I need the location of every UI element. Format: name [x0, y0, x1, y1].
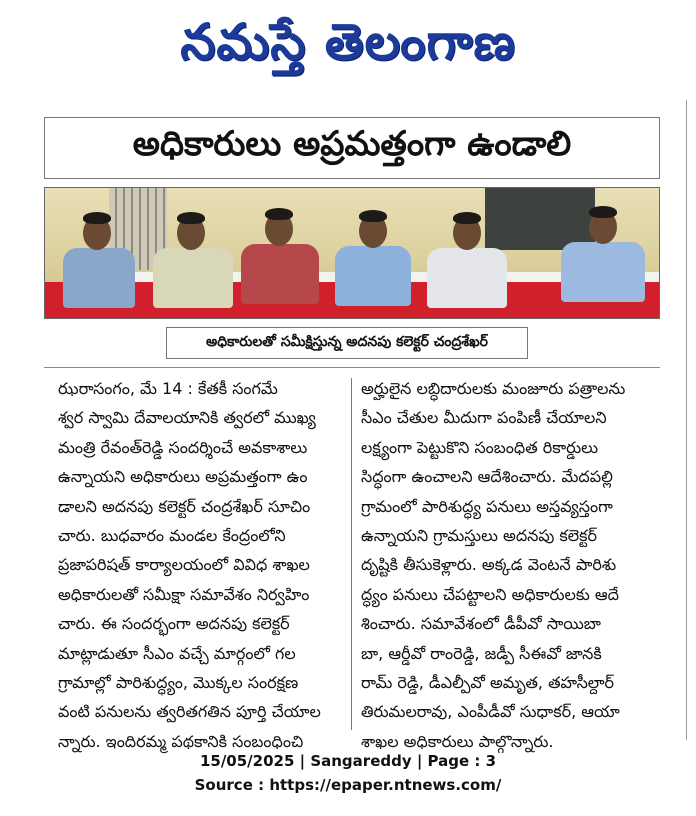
left-text-column [58, 374, 340, 756]
page-edge-rule [686, 100, 687, 740]
article-text-line: గ్రామాల్లో పారిశుద్ధ్యం, మొక్కల సంరక్షణ [58, 673, 299, 693]
article-text-line: చారు. ఈ సందర్భంగా అదనపు కలెక్టర్ [58, 614, 290, 634]
article-text-line: శించారు. సమావేశంలో డీపీవో సాయిబా [361, 614, 601, 634]
article-text-line: ఉన్నాయని గ్రామస్తులు అదనపు కలెక్టర్ [361, 526, 597, 546]
article-text-line: చారు. బుధవారం మండల కేంద్రంలోని [58, 526, 286, 546]
article-text-line: మాట్లాడుతూ సీఎం వచ్చే మార్గంలో గల [58, 643, 296, 663]
article-text-line: న్నారు. ఇందిరమ్మ పథకానికి సంబంధించి [58, 731, 304, 751]
article-text-line: గ్రామంలో పారిశుద్ధ్య పనులు అస్తవ్యస్తంగా [361, 496, 613, 516]
photo-board [485, 188, 595, 250]
article-text-line: శ్వర స్వామి దేవాలయానికి త్వరలో ముఖ్య [58, 408, 316, 428]
source-line: Source : https://epaper.ntnews.com/ [194, 776, 502, 794]
column-rule [351, 378, 352, 730]
article-text-line: సిద్ధంగా ఉంచాలని ఆదేశించారు. మేదపల్లి [361, 467, 613, 487]
photo-caption-box [166, 327, 528, 359]
article-text-line: రామ్ రెడ్డి, డీఎల్పీవో అమృత, తహసీల్దార్ [361, 673, 615, 693]
article-text-line: ద్ధ్యం పనులు చేపట్టాలని అధికారులకు ఆదే [361, 584, 619, 604]
photo-caption: అధికారులతో సమీక్షిస్తున్న అదనపు కలెక్టర్ చంద్రశేఖర్ [206, 333, 488, 350]
article-text-line: సీఎం చేతుల మీదుగా పంపిణీ చేయాలని [361, 408, 607, 428]
edition-line: 15/05/2025 | Sangareddy | Page : 3 [199, 752, 497, 770]
article-text-line: ఝరాసంగం, మే 14 : కేతకీ సంగమే [58, 379, 278, 398]
meeting-photo [44, 187, 660, 319]
article-text-line: దృష్టికి తీసుకెళ్లారు. అక్కడ వెంటనే పారిశు [361, 555, 617, 575]
article-text-line: వంటి పనులను త్వరితగతిన పూర్తి చేయాల [58, 702, 321, 722]
article-text-line: డాలని అదనపు కలెక్టర్ చంద్రశేఖర్ సూచిం [58, 496, 311, 516]
article-text-line: లక్ష్యంగా పెట్టుకొని సంబంధిత రికార్డులు [361, 437, 599, 457]
newspaper-masthead: నమస్తే తెలంగాణ [180, 13, 516, 71]
article-text-line: శాఖల అధికారులు పాల్గొన్నారు. [361, 731, 554, 751]
headline-box [44, 117, 660, 179]
article-headline: అధికారులు అప్రమత్తంగా ఉండాలి [132, 124, 572, 164]
article-text-line: ప్రజాపరిషత్ కార్యాలయంలో వివిధ శాఖల [58, 555, 310, 575]
article-text-line: ఉన్నాయని అధికారులు అప్రమత్తంగా ఉం [58, 467, 308, 487]
article-text-line: అధికారులతో సమీక్షా సమావేశం నిర్వహిం [58, 584, 310, 604]
article-text-line: తిరుమలరావు, ఎంపీడీవో సుధాకర్, ఆయా [361, 702, 620, 722]
article-text-line: అర్హులైన లబ్ధిదారులకు మంజూరు పత్రాలను [361, 379, 626, 398]
right-text-column [361, 374, 651, 756]
section-divider [44, 367, 660, 368]
article-text-line: మంత్రి రేవంత్‌రెడ్డి సందర్శించే అవకాశాలు [58, 437, 308, 457]
article-text-line: బా, ఆర్డీవో రాంరెడ్డి, జడ్పీ సీఈవో జానకి [361, 643, 602, 663]
